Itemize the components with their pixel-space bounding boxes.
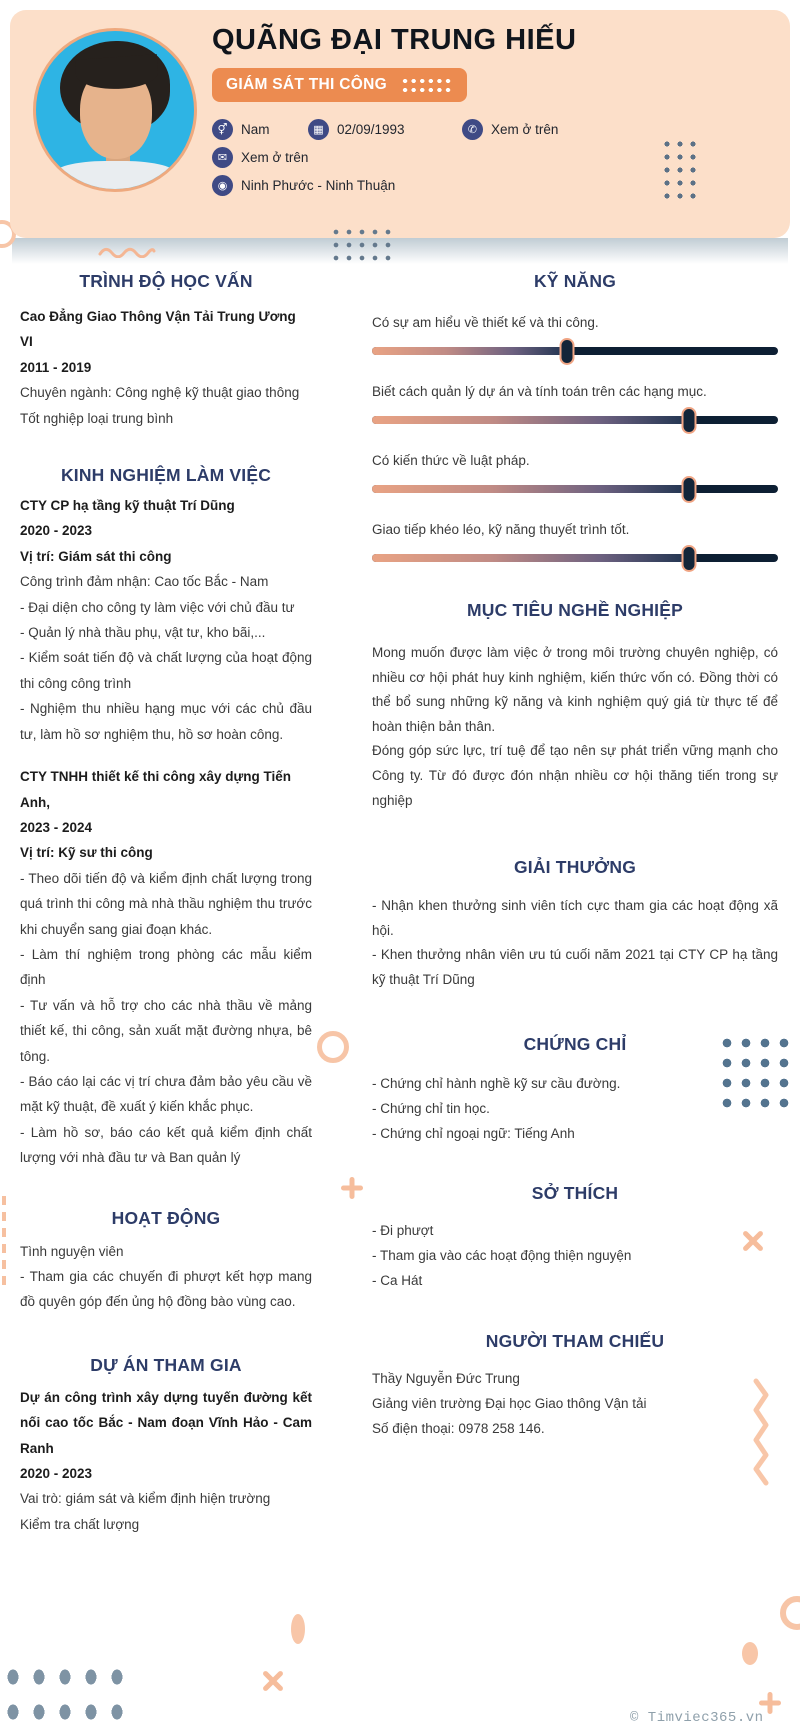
certificates-section bbox=[372, 1071, 778, 1146]
education-heading: TRÌNH ĐỘ HỌC VẤN bbox=[79, 271, 253, 291]
job-position: Vị trí: Giám sát thi công bbox=[20, 548, 172, 564]
education-section bbox=[20, 304, 312, 431]
job-detail: - Quản lý nhà thầu phụ, vật tư, kho bãi,... bbox=[20, 625, 266, 641]
skill-fill bbox=[372, 416, 689, 424]
mid-dot-grid-decoration bbox=[332, 228, 396, 266]
profile-photo bbox=[33, 28, 197, 192]
skill-slider-thumb[interactable] bbox=[681, 545, 696, 572]
award-line: - Nhận khen thưởng sinh viên tích cực tham gia các hoạt động xã hội. bbox=[372, 898, 778, 938]
job-title-badge bbox=[212, 68, 467, 102]
skill-fill bbox=[372, 554, 689, 562]
objective-paragraph: Mong muốn được làm việc ở trong môi trường chuyên nghiệp, có nhiều cơ hội phát huy kinh nghiệm, kiến thức vốn có. Đồng thời có thể bổ sung những kỹ năng và kinh nghiệm quý giá từ thực tế để hoàn thiện bản thân. bbox=[372, 645, 778, 734]
job-company: CTY CP hạ tầng kỹ thuật Trí Dũng bbox=[20, 498, 235, 514]
certificates-heading: CHỨNG CHỈ bbox=[523, 1033, 627, 1054]
awards-section bbox=[372, 894, 778, 992]
reference-name: Thầy Nguyễn Đức Trung bbox=[372, 1370, 520, 1386]
phone-icon: ✆ bbox=[462, 119, 483, 140]
hobby-line: - Tham gia vào các hoạt động thiện nguyện bbox=[372, 1247, 632, 1263]
education-years: 2011 - 2019 bbox=[20, 359, 92, 375]
activities-section bbox=[20, 1239, 312, 1315]
contact-info bbox=[212, 118, 558, 202]
birthday-field bbox=[308, 119, 462, 140]
skill-slider[interactable] bbox=[372, 485, 778, 493]
birthday-value: 02/09/1993 bbox=[337, 121, 405, 137]
contact-row-1 bbox=[212, 118, 558, 140]
address-field bbox=[212, 175, 395, 196]
job-detail: - Kiểm soát tiến độ và chất lượng của hoạt động thi công công trình bbox=[20, 650, 312, 691]
job-detail: - Báo cáo lại các vị trí chưa đảm bảo yêu cầu về mặt kỹ thuật, đề xuất ý kiến khắc phục. bbox=[20, 1073, 312, 1115]
job-position: Vị trí: Kỹ sư thi công bbox=[20, 845, 153, 861]
contact-row-2 bbox=[212, 146, 558, 168]
job-company: CTY TNHH thiết kế thi công xây dựng Tiến Anh, bbox=[20, 769, 292, 810]
candidate-name: QUÃNG ĐẠI TRUNG HIẾU bbox=[212, 24, 577, 56]
job-period: 2020 - 2023 bbox=[20, 523, 93, 539]
skill-label: Giao tiếp khéo léo, kỹ năng thuyết trình tốt. bbox=[372, 522, 630, 537]
skills-heading: KỸ NĂNG bbox=[533, 271, 617, 291]
experience-job bbox=[20, 764, 312, 1171]
ring-decoration bbox=[780, 1596, 800, 1630]
skill-label: Biết cách quản lý dự án và tính toán trên các hạng mục. bbox=[372, 384, 707, 399]
contact-row-3 bbox=[212, 174, 558, 196]
job-detail: - Nghiệm thu nhiều hạng mục với các chủ đầu tư, làm hồ sơ nghiệm thu, hồ sơ hoàn công. bbox=[20, 701, 312, 742]
gender-icon: ⚥ bbox=[212, 119, 233, 140]
skill-slider-thumb[interactable] bbox=[681, 407, 696, 434]
hobbies-heading: SỞ THÍCH bbox=[531, 1182, 619, 1203]
skill-label: Có sự am hiểu về thiết kế và thi công. bbox=[372, 315, 599, 330]
hobby-line: - Đi phượt bbox=[372, 1222, 434, 1238]
education-school: Cao Đẳng Giao Thông Vận Tải Trung Ương VI bbox=[20, 309, 296, 350]
skill-item bbox=[372, 310, 778, 355]
address-value: Ninh Phước - Ninh Thuận bbox=[241, 177, 396, 193]
gender-field bbox=[212, 119, 308, 140]
projects-heading: DỰ ÁN THAM GIA bbox=[90, 1354, 242, 1375]
plus-decoration bbox=[341, 1177, 363, 1199]
certificate-line: - Chứng chỉ ngoại ngữ: Tiếng Anh bbox=[372, 1125, 575, 1141]
skill-slider-thumb[interactable] bbox=[559, 338, 574, 365]
activity-line: Tình nguyện viên bbox=[20, 1243, 124, 1259]
awards-heading: GIẢI THƯỞNG bbox=[513, 857, 637, 878]
project-extra: Kiểm tra chất lượng bbox=[20, 1516, 140, 1532]
wave-decoration bbox=[98, 245, 156, 263]
dash-column-decoration bbox=[2, 1196, 6, 1291]
x-decoration bbox=[262, 1670, 284, 1692]
skill-slider[interactable] bbox=[372, 416, 778, 424]
phone-value: Xem ở trên bbox=[491, 121, 559, 137]
job-detail: - Làm hồ sơ, báo cáo kết quả kiểm định chất lượng với nhà đầu tư và Ban quản lý bbox=[20, 1124, 312, 1166]
objective-section bbox=[372, 641, 778, 813]
activities-heading: HOẠT ĐỘNG bbox=[111, 1207, 221, 1228]
ellipse-decoration bbox=[742, 1642, 758, 1665]
ellipse-decoration bbox=[291, 1614, 305, 1644]
hobbies-section bbox=[372, 1218, 778, 1293]
skill-fill bbox=[372, 347, 567, 355]
reference-section bbox=[372, 1366, 778, 1441]
skill-slider-thumb[interactable] bbox=[681, 476, 696, 503]
footer-dot-grid-decoration bbox=[6, 1668, 137, 1734]
job-detail: - Đại diện cho công ty làm việc với chủ đầu tư bbox=[20, 599, 295, 615]
email-field bbox=[212, 147, 308, 168]
email-value: Xem ở trên bbox=[241, 149, 309, 165]
skill-item bbox=[372, 517, 778, 562]
job-title-label: GIÁM SÁT THI CÔNG bbox=[226, 76, 387, 93]
right-column bbox=[372, 268, 778, 1441]
projects-section bbox=[20, 1385, 312, 1537]
gender-value: Nam bbox=[241, 121, 270, 137]
job-detail: - Làm thí nghiệm trong phòng các mẫu kiểm định bbox=[20, 946, 312, 988]
hobby-line: - Ca Hát bbox=[372, 1272, 423, 1288]
skill-fill bbox=[372, 485, 689, 493]
project-period: 2020 - 2023 bbox=[20, 1466, 93, 1482]
job-detail: - Tư vấn và hỗ trợ cho các nhà thầu về mảng thiết kế, thi công, sản xuất mặt đường nhựa, bê tông. bbox=[20, 997, 312, 1064]
left-column bbox=[20, 268, 312, 1537]
skill-label: Có kiến thức về luật pháp. bbox=[372, 453, 530, 468]
job-period: 2023 - 2024 bbox=[20, 819, 93, 835]
reference-title: Giảng viên trường Đại học Giao thông Vận tải bbox=[372, 1395, 647, 1411]
certificate-line: - Chứng chỉ tin học. bbox=[372, 1100, 490, 1116]
objective-paragraph: Đóng góp sức lực, trí tuệ để tạo nên sự phát triển vững mạnh cho Công ty. Từ đó được đón nhận nhiều cơ hội thăng tiến trong sự nghiệp bbox=[372, 743, 778, 808]
mail-icon: ✉ bbox=[212, 147, 233, 168]
experience-heading: KINH NGHIỆM LÀM VIỆC bbox=[60, 465, 272, 486]
reference-phone: Số điện thoại: 0978 258 146. bbox=[372, 1420, 545, 1436]
job-detail: - Theo dõi tiến độ và kiểm định chất lượng trong quá trình thi công mà nhà thầu nghiệm thu trước khi chuyển sang giai đoạn khác. bbox=[20, 870, 312, 937]
education-grade: Tốt nghiệp loại trung bình bbox=[20, 410, 174, 426]
job-detail: Công trình đảm nhận: Cao tốc Bắc - Nam bbox=[20, 574, 269, 590]
skill-item bbox=[372, 379, 778, 424]
calendar-icon: ▦ bbox=[308, 119, 329, 140]
badge-dots-decoration bbox=[401, 77, 451, 94]
certificate-line: - Chứng chỉ hành nghề kỹ sư cầu đường. bbox=[372, 1075, 621, 1091]
reference-heading: NGƯỜI THAM CHIẾU bbox=[485, 1330, 665, 1351]
header-dot-grid-decoration bbox=[663, 140, 702, 204]
experience-job bbox=[20, 493, 312, 747]
phone-field bbox=[462, 119, 558, 140]
avatar-shirt bbox=[52, 161, 178, 192]
skill-slider[interactable] bbox=[372, 347, 778, 355]
activity-line: - Tham gia các chuyến đi phượt kết hợp mang đồ quyên góp đến ủng hộ đồng bào vùng cao. bbox=[20, 1269, 312, 1310]
project-name: Dự án công trình xây dựng tuyến đường kết nối cao tốc Bắc - Nam đoạn Vĩnh Hảo - Cam Ranh bbox=[20, 1389, 312, 1456]
location-pin-icon: ◉ bbox=[212, 175, 233, 196]
watermark-copyright: © Timviec365.vn bbox=[630, 1710, 764, 1726]
ring-decoration bbox=[317, 1031, 349, 1063]
skill-slider[interactable] bbox=[372, 554, 778, 562]
award-line: - Khen thưởng nhân viên ưu tú cuối năm 2021 tại CTY CP hạ tầng kỹ thuật Trí Dũng bbox=[372, 947, 778, 987]
skill-item bbox=[372, 448, 778, 493]
education-major: Chuyên ngành: Công nghệ kỹ thuật giao thông bbox=[20, 385, 300, 401]
project-role: Vai trò: giám sát và kiểm định hiện trường bbox=[20, 1491, 271, 1507]
objective-heading: MỤC TIÊU NGHỀ NGHIỆP bbox=[467, 600, 683, 620]
